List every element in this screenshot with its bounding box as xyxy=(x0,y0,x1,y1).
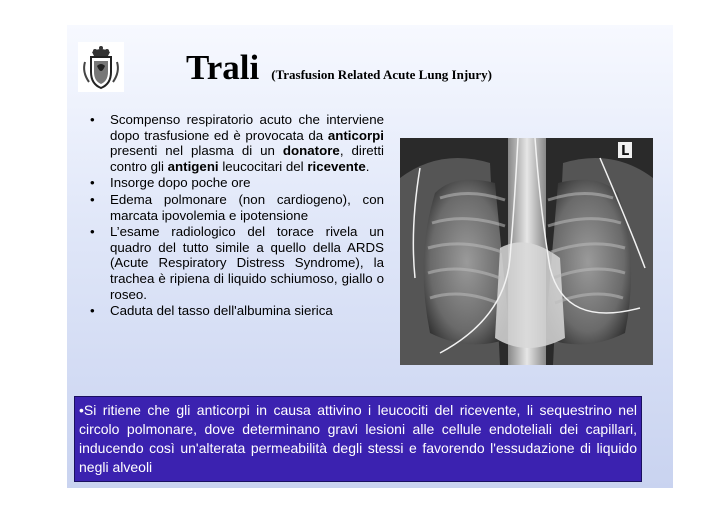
bullet-item xyxy=(86,192,384,223)
bullet-item xyxy=(86,112,384,174)
bullet-list xyxy=(86,112,384,320)
bullet-bold-text: donatore xyxy=(282,143,340,159)
bullet-text: Edema polmonare (non cardiogeno), con marcata ipovolemia e ipotensione xyxy=(110,191,384,223)
title-subtitle: (Trasfusion Related Acute Lung Injury) xyxy=(271,67,493,82)
bullet-text: L’esame radiologico del torace rivela un quadro del tutto simile a quello della ARDS (Acute Respiratory Distress Syndrome), la trachea è ripiena di liquido schiumoso, giallo o roseo. xyxy=(110,224,384,302)
bullet-text: presenti nel plasma di un xyxy=(110,143,283,159)
bullet-text: Insorge dopo poche ore xyxy=(110,175,251,191)
xray-marker: L xyxy=(621,144,630,159)
bullet-item xyxy=(86,303,384,319)
chest-xray-image xyxy=(400,138,653,365)
bullet-text: . xyxy=(365,158,370,174)
crest-logo xyxy=(78,42,124,92)
bullet-item xyxy=(86,224,384,302)
bullet-text: Scompenso respiratorio acuto che interviene dopo trasfusione ed è provocata da xyxy=(110,112,384,143)
bullet-text: , diretti contro gli xyxy=(110,143,384,174)
slide-title xyxy=(186,48,492,88)
title-main: Trali xyxy=(186,48,260,87)
bullet-bold-text: antigeni xyxy=(167,158,219,174)
bullet-bold-text: anticorpi xyxy=(327,127,384,143)
bullet-text: Caduta del tasso dell'albumina sierica xyxy=(110,303,333,319)
summary-box: •Si ritiene che gli anticorpi in causa attivino i leucociti del ricevente, li sequestrino nel circolo polmonare, dove determinano gravi lesioni alle cellule endoteliali dei capillari, inducendo così un'alterata permeabilità degli stessi e favorendo l'essudazione di liquido negli alveoli xyxy=(74,396,642,482)
bullet-bold-text: ricevente xyxy=(307,158,366,174)
crest-icon xyxy=(78,42,124,92)
bullet-text: leucocitari del xyxy=(218,158,308,174)
bullet-item xyxy=(86,175,384,191)
